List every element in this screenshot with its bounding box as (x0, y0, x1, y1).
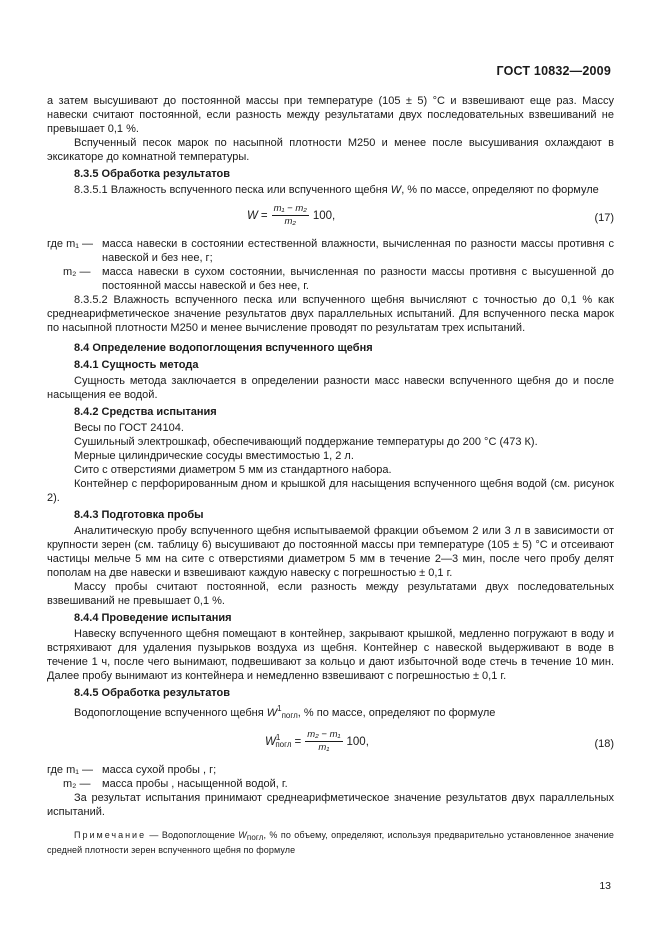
heading-8-4-5: 8.4.5 Обработка результатов (74, 687, 231, 699)
paragraph-8-4-3-a: Аналитическую пробу вспученного щебня испытываемой фракции объемом 2 или 3 л в зависимости от крупности зерен (см. таблицу 6) высушивают до постоянной массы при температуре (105 ± 5) °С и отсеивают частицы мельче 5 мм на сите с отверстиями диаметром 5 мм в течение 2—3 мин, после чего пробу делят пополам на две навески и взвешивают каждую навеску с погрешностью ± 0,1 г. (47, 525, 614, 579)
formula-18: $W^1_{погл}$ = $\frac{\text{m₂ − m₁}}{\text{m₁}}$ 100, (18) (265, 729, 614, 753)
heading-8-4-3: 8.4.3 Подготовка пробы (74, 509, 204, 521)
page-number: 13 (599, 880, 611, 892)
formula-fraction: $\frac{\text{m₂ − m₁}}{\text{m₁}}$ (307, 729, 341, 753)
equipment-oven: Сушильный электрошкаф, обеспечивающий поддержание температуры до 200 °С (473 К). (74, 436, 538, 448)
formula-17: W = $\frac{\text{m₁ − m₂}}{\text{m₂}}$ 100, (17) (247, 203, 614, 227)
formula-lhs: W (247, 209, 258, 222)
formula-number: (18) (594, 738, 614, 750)
equipment-cylinders: Мерные цилиндрические сосуды вместимостью 1, 2 л. (74, 450, 354, 462)
paragraph-result: За результат испытания принимают среднеарифметическое значение результатов двух параллельных испытаний. (47, 792, 614, 818)
where-dry-mass: где m₁ — масса сухой пробы , г; (47, 764, 217, 776)
where-m2: m₂ — масса навески в сухом состоянии, вычисленная по разности массы противня с высушенной до постоянной массы навеской и без нее, г. (63, 266, 614, 292)
equipment-container: Контейнер с перфорированным дном и крышкой для насыщения вспученного щебня водой (см. рисунок 2). (47, 478, 614, 504)
document-code: ГОСТ 10832—2009 (496, 64, 611, 78)
equipment-sieve: Сито с отверстиями диаметром 5 мм из стандартного набора. (74, 464, 392, 476)
paragraph-cooling: Вспученный песок марок по насыпной плотности М250 и менее после высушивания охлаждают в эксикаторе до комнатной температуры. (47, 137, 614, 163)
heading-8-4-4: 8.4.4 Проведение испытания (74, 612, 232, 624)
page-content (47, 94, 614, 857)
formula-lhs: $W^1_{погл}$ (265, 733, 292, 749)
paragraph-8-4-1: Сущность метода заключается в определении разности масс навески вспученного щебня до и после насыщения ее водой. (47, 375, 614, 401)
paragraph-8-4-5: Водопоглощение вспученного щебня $W^1_{погл}$, % по массе, определяют по формуле (74, 704, 496, 720)
equipment-scales: Весы по ГОСТ 24104. (74, 422, 184, 434)
heading-8-4-1: 8.4.1 Сущность метода (74, 359, 199, 371)
paragraph-8-4-4: Навеску вспученного щебня помещают в контейнер, закрывают крышкой, медленно погружают в воду и встряхивают для удаления пузырьков воздуха из щебня. Контейнер с навеской выдерживают в воде в течение 1 ч, после чего вынимают, подвешивают за кольцо и дают избыточной воде стечь в течение 10 мин. Далее пробу вынимают из контейнера и немедленно взвешивают с погрешностью ± 0,1 г. (47, 628, 614, 682)
where-m1: где m₁ — масса навески в состоянии естественной влажности, вычисленная по разности массы противня с навеской и без нее, г; (47, 238, 614, 264)
heading-8-3-5: 8.3.5 Обработка результатов (74, 168, 231, 180)
formula-fraction: $\frac{\text{m₁ − m₂}}{\text{m₂}}$ (273, 203, 307, 227)
note: Примечание — Водопоглощение $W_{погл}$, % по объему, определяют, используя предварительно установленное значение средней плотности зерен вспученного щебня по формуле (47, 830, 614, 855)
paragraph-8-4-3-b: Массу пробы считают постоянной, если разность между результатами двух последовательных взвешиваний не превышает 0,1 %. (47, 581, 614, 607)
paragraph-drying: а затем высушивают до постоянной массы при температуре (105 ± 5) °С и взвешивают еще раз. Массу навески считают постоянной, если разность между результатами двух последовательных взвешиваний не превышает 0,1 %. (47, 95, 614, 135)
heading-8-4-2: 8.4.2 Средства испытания (74, 406, 217, 418)
formula-number: (17) (594, 212, 614, 224)
where-saturated-mass: m₂ — масса пробы , насыщенной водой, г. (63, 778, 288, 790)
paragraph-8-3-5-1: 8.3.5.1 Влажность вспученного песка или вспученного щебня W, % по массе, определяют по формуле (74, 184, 599, 196)
paragraph-8-3-5-2: 8.3.5.2 Влажность вспученного песка или вспученного щебня вычисляют с точностью до 0,1 % как среднеарифметическое значение результатов двух параллельных испытаний. Для вспученного песка марок по насыпной плотности М250 и менее вычисление проводят по результатам трех испытаний. (47, 294, 614, 334)
heading-8-4: 8.4 Определение водопоглощения вспученного щебня (74, 342, 373, 354)
